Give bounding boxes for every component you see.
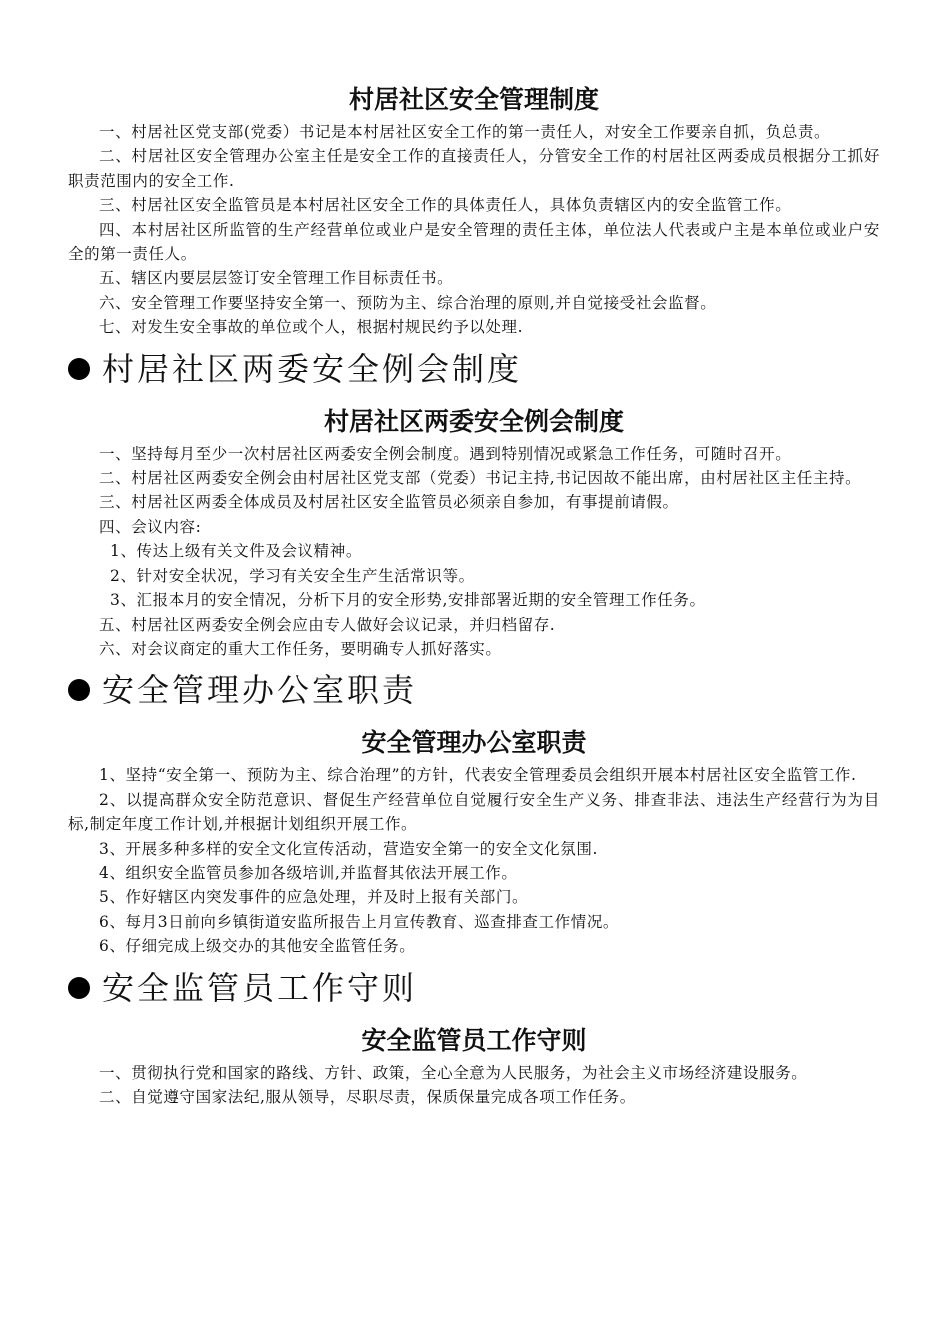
section-title-safety-office: 安全管理办公室职责 <box>361 728 587 758</box>
section-title-safety-meeting: 村居社区两委安全例会制度 <box>323 406 624 436</box>
paragraph: 二、村居社区两委安全例会由村居社区党支部（党委）书记主持,书记因故不能出席，由村居社区主任主持。 <box>99 469 862 488</box>
paragraph: 三、村居社区安全监管员是本村居社区安全工作的具体责任人，具体负责辖区内的安全监管工作。 <box>99 196 792 215</box>
bullet-heading <box>68 344 880 394</box>
bullet-icon <box>68 358 90 380</box>
section-title-supervisor-rules: 安全监管员工作守则 <box>361 1025 587 1055</box>
paragraph: 二、自觉遵守国家法纪,服从领导，尽职尽责，保质保量完成各项工作任务。 <box>99 1087 636 1106</box>
paragraph: 一、贯彻执行党和国家的路线、方针、政策，全心全意为人民服务，为社会主义市场经济建设服务。 <box>99 1063 808 1082</box>
paragraph: 2、针对安全状况，学习有关安全生产生活常识等。 <box>110 566 475 585</box>
heading-text: 村居社区两委安全例会制度 <box>102 349 523 388</box>
paragraph: 6、每月3日前向乡镇街道安监所报告上月宣传教育、巡查排查工作情况。 <box>99 912 620 931</box>
paragraph: 6、仔细完成上级交办的其他安全监管任务。 <box>99 937 416 956</box>
paragraph: 5、作好辖区内突发事件的应急处理，并及时上报有关部门。 <box>99 888 529 907</box>
bullet-heading <box>68 963 880 1013</box>
paragraph: 五、村居社区两委安全例会应由专人做好会议记录，并归档留存. <box>99 615 556 634</box>
paragraph: 一、村居社区党支部(党委）书记是本村居社区安全工作的第一责任人，对安全工作要亲自抓，负总责。 <box>99 123 831 141</box>
paragraph: 4、组织安全监管员参加各级培训,并监督其依法开展工作。 <box>99 863 518 882</box>
section-title-safety-management: 村居社区安全管理制度 <box>348 85 599 114</box>
bullet-heading <box>68 665 880 715</box>
paragraph: 3、汇报本月的安全情况，分析下月的安全形势,安排部署近期的安全管理工作任务。 <box>110 591 706 610</box>
heading-text: 安全监管员工作守则 <box>102 968 418 1007</box>
bullet-icon <box>68 679 90 701</box>
paragraph: 3、开展多种多样的安全文化宣传活动，营造安全第一的安全文化氛围. <box>99 839 598 858</box>
paragraph: 2、以提高群众安全防范意识、督促生产经营单位自觉履行安全生产义务、排查非法、违法生产经营行为为目标,制定年度工作计划,并根据计划组织开展工作。 <box>68 790 880 834</box>
paragraph: 二、村居社区安全管理办公室主任是安全工作的直接责任人，分管安全工作的村居社区两委成员根据分工抓好职责范围内的安全工作. <box>68 147 880 190</box>
paragraph: 五、辖区内要层层签订安全管理工作目标责任书。 <box>99 269 454 288</box>
paragraph: 六、对会议商定的重大工作任务，要明确专人抓好落实。 <box>99 639 502 658</box>
paragraph: 三、村居社区两委全体成员及村居社区安全监管员必须亲自参加，有事提前请假。 <box>99 493 679 512</box>
bullet-icon <box>68 977 90 999</box>
paragraph: 1、传达上级有关文件及会议精神。 <box>110 542 362 561</box>
paragraph: 1、坚持“安全第一、预防为主、综合治理”的方针，代表安全管理委员会组织开展本村居社区安全监管工作. <box>99 766 857 785</box>
heading-text: 安全管理办公室职责 <box>102 671 418 710</box>
paragraph: 一、坚持每月至少一次村居社区两委安全例会制度。遇到特别情况或紧急工作任务，可随时召开。 <box>99 444 792 463</box>
paragraph: 四、本村居社区所监管的生产经营单位或业户是安全管理的责任主体，单位法人代表或户主是本单位或业户安全的第一责任人。 <box>68 220 880 264</box>
paragraph: 六、安全管理工作要坚持安全第一、预防为主、综合治理的原则,并自觉接受社会监督。 <box>99 293 717 312</box>
paragraph: 四、会议内容: <box>99 517 202 536</box>
paragraph: 七、对发生安全事故的单位或个人，根据村规民约予以处理. <box>99 318 524 337</box>
